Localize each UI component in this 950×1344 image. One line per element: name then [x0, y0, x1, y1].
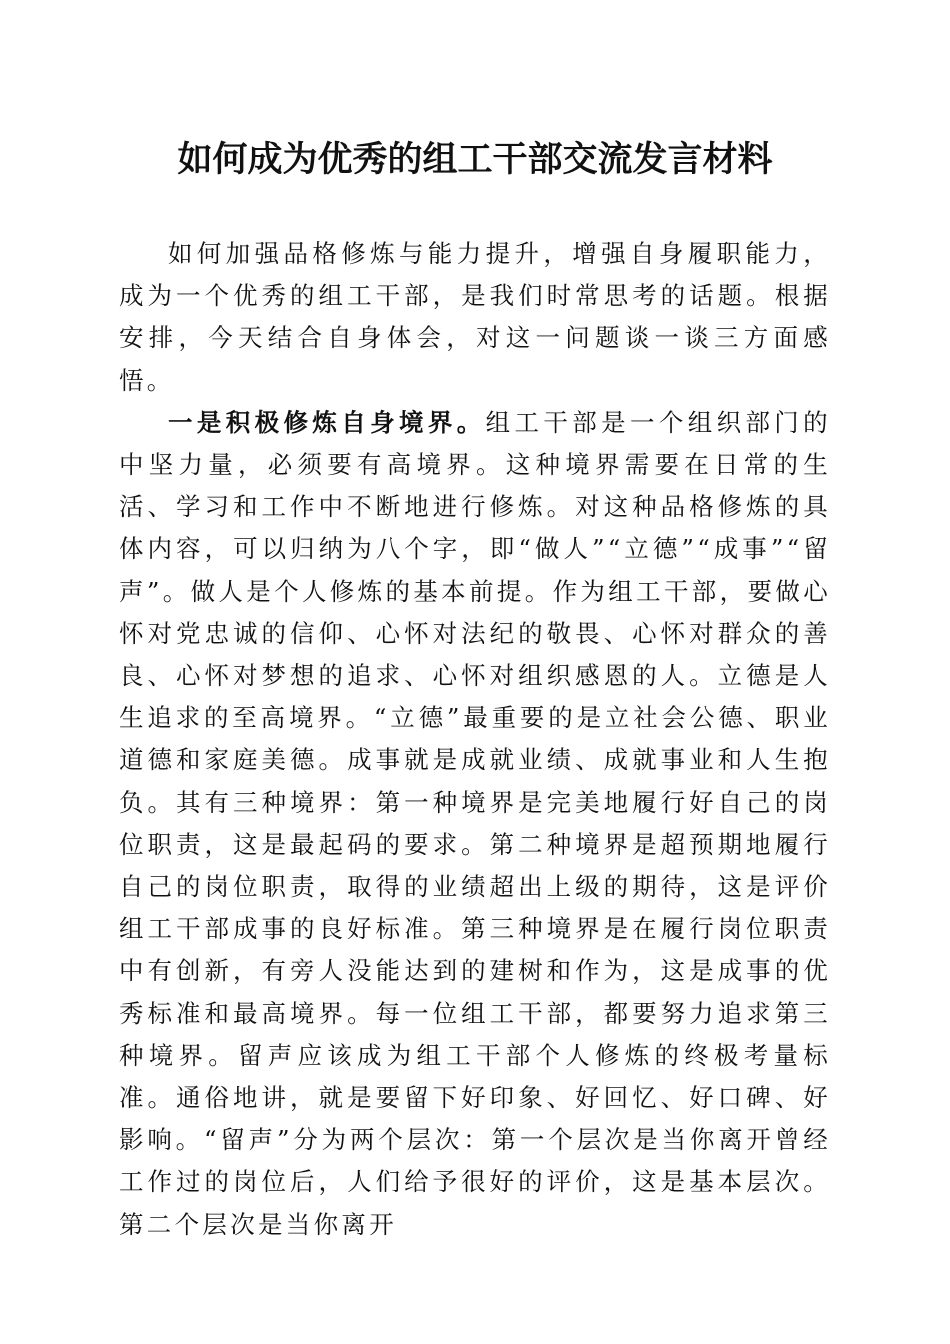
intro-paragraph [119, 233, 831, 402]
section-one-paragraph [119, 402, 831, 1246]
document-body [119, 233, 831, 1246]
section-one-heading: 一是积极修炼自身境界。 [168, 407, 486, 437]
intro-paragraph-text: 如何加强品格修炼与能力提升，增强自身履职能力，成为一个优秀的组工干部，是我们时常思考的话题。根据安排，今天结合自身体会，对这一问题谈一谈三方面感悟。 [119, 239, 831, 395]
document-title: 如何成为优秀的组工干部交流发言材料 [177, 139, 773, 180]
section-one-text: 组工干部是一个组织部门的中坚力量，必须要有高境界。这种境界需要在日常的生活、学习和工作中不断地进行修炼。对这种品格修炼的具体内容，可以归纳为八个字，即“做人”“立德”“成事”“留声”。做人是个人修炼的基本前提。作为组工干部，要做心怀对党忠诚的信仰、心怀对法纪的敬畏、心怀对群众的善良、心怀对梦想的追求、心怀对组织感恩的人。立德是人生追求的至高境界。“立德”最重要的是立社会公德、职业道德和家庭美德。成事就是成就业绩、成就事业和人生抱负。其有三种境界：第一种境界是完美地履行好自己的岗位职责，这是最起码的要求。第二种境界是超预期地履行自己的岗位职责，取得的业绩超出上级的期待，这是评价组工干部成事的良好标准。第三种境界是在履行岗位职责中有创新，有旁人没能达到的建树和作为，这是成事的优秀标准和最高境界。每一位组工干部，都要努力追求第三种境界。留声应该成为组工干部个人修炼的终极考量标准。通俗地讲，就是要留下好印象、好回忆、好口碑、好影响。“留声”分为两个层次：第一个层次是当你离开曾经工作过的岗位后，人们给予很好的评价，这是基本层次。第二个层次是当你离开 [119, 407, 831, 1239]
